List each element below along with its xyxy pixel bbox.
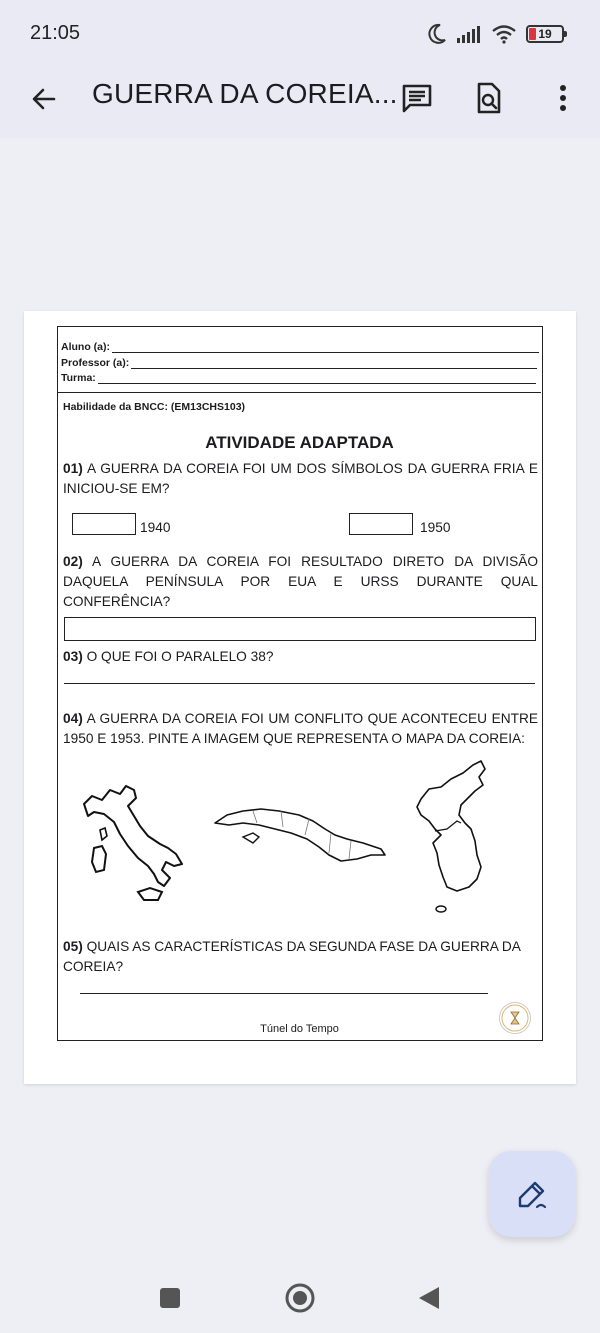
map-cuba[interactable] <box>213 797 388 867</box>
teacher-label: Professor (a): <box>61 357 130 369</box>
battery-level: 19 <box>538 27 552 41</box>
status-bar <box>0 0 600 64</box>
question-4-text: A GUERRA DA COREIA FOI UM CONFLITO QUE ACONTECEU ENTRE 1950 E 1953. PINTE A IMAGEM QUE REPRESENTA O MAPA DA COREIA: <box>63 711 538 746</box>
bncc-skill: Habilidade da BNCC: (EM13CHS103) <box>63 401 246 413</box>
class-field <box>61 372 536 384</box>
question-5-number: 05) <box>63 939 83 954</box>
logo <box>499 1002 531 1034</box>
signal-icon <box>456 24 482 44</box>
edit-pen-icon <box>515 1177 549 1211</box>
search-in-document-button[interactable] <box>466 75 512 121</box>
back-nav-button[interactable] <box>407 1276 451 1320</box>
worksheet-title: ATIVIDADE ADAPTADA <box>205 433 394 452</box>
document-page[interactable] <box>24 311 576 1084</box>
battery-indicator <box>526 25 564 43</box>
question-2 <box>63 552 538 612</box>
student-field <box>61 341 539 353</box>
status-time: 21:05 <box>30 22 81 44</box>
question-5 <box>63 937 538 977</box>
status-icons <box>427 20 564 48</box>
question-1-number: 01) <box>63 461 83 476</box>
edit-fab-button[interactable] <box>489 1151 575 1237</box>
question-3-number: 03) <box>63 649 83 664</box>
footer-text: Túnel do Tempo <box>260 1023 339 1035</box>
comment-icon <box>401 83 433 113</box>
option-box-1940[interactable] <box>72 513 136 535</box>
question-1-text: A GUERRA DA COREIA FOI UM DOS SÍMBOLOS DA GUERRA FRIA E INICIOU-SE EM? <box>63 461 538 496</box>
question-4 <box>63 709 538 749</box>
question-1 <box>63 459 538 499</box>
arrow-left-icon <box>30 85 58 113</box>
answer-line-3[interactable] <box>64 683 535 684</box>
app-bar <box>0 64 600 138</box>
question-4-number: 04) <box>63 711 83 726</box>
square-icon <box>158 1286 182 1310</box>
more-vert-icon <box>559 84 567 112</box>
recent-apps-button[interactable] <box>148 1276 192 1320</box>
triangle-back-icon <box>417 1285 441 1311</box>
document-title: GUERRA DA COREIA... <box>92 78 398 109</box>
hourglass-icon <box>500 1003 530 1033</box>
home-circle-icon <box>284 1282 316 1314</box>
map-italy[interactable] <box>78 782 188 912</box>
question-2-number: 02) <box>63 554 83 569</box>
wifi-icon <box>491 24 517 44</box>
question-5-text: QUAIS AS CARACTERÍSTICAS DA SEGUNDA FASE DA GUERRA DA COREIA? <box>63 939 521 974</box>
option-label-1940: 1940 <box>140 520 171 535</box>
answer-line-5[interactable] <box>80 993 488 994</box>
option-box-1950[interactable] <box>349 513 413 535</box>
map-korea[interactable] <box>413 759 503 919</box>
question-2-text: A GUERRA DA COREIA FOI RESULTADO DIRETO DA DIVISÃO DAQUELA PENÍNSULA POR EUA E URSS DURANTE QUAL CONFERÊNCIA? <box>63 554 538 609</box>
moon-icon <box>427 23 447 45</box>
system-nav-bar <box>0 1262 600 1333</box>
question-3 <box>63 647 538 667</box>
comments-button[interactable] <box>394 75 440 121</box>
answer-box-2[interactable] <box>64 617 536 641</box>
teacher-field <box>61 357 537 369</box>
back-button[interactable] <box>22 77 66 121</box>
header-fields <box>58 327 541 393</box>
student-label: Aluno (a): <box>61 341 110 353</box>
class-label: Turma: <box>61 372 96 384</box>
option-label-1950: 1950 <box>420 520 451 535</box>
search-document-icon <box>475 82 503 114</box>
home-button[interactable] <box>278 1276 322 1320</box>
worksheet <box>57 326 543 1041</box>
more-options-button[interactable] <box>540 75 586 121</box>
question-3-text: O QUE FOI O PARALELO 38? <box>82 649 274 664</box>
